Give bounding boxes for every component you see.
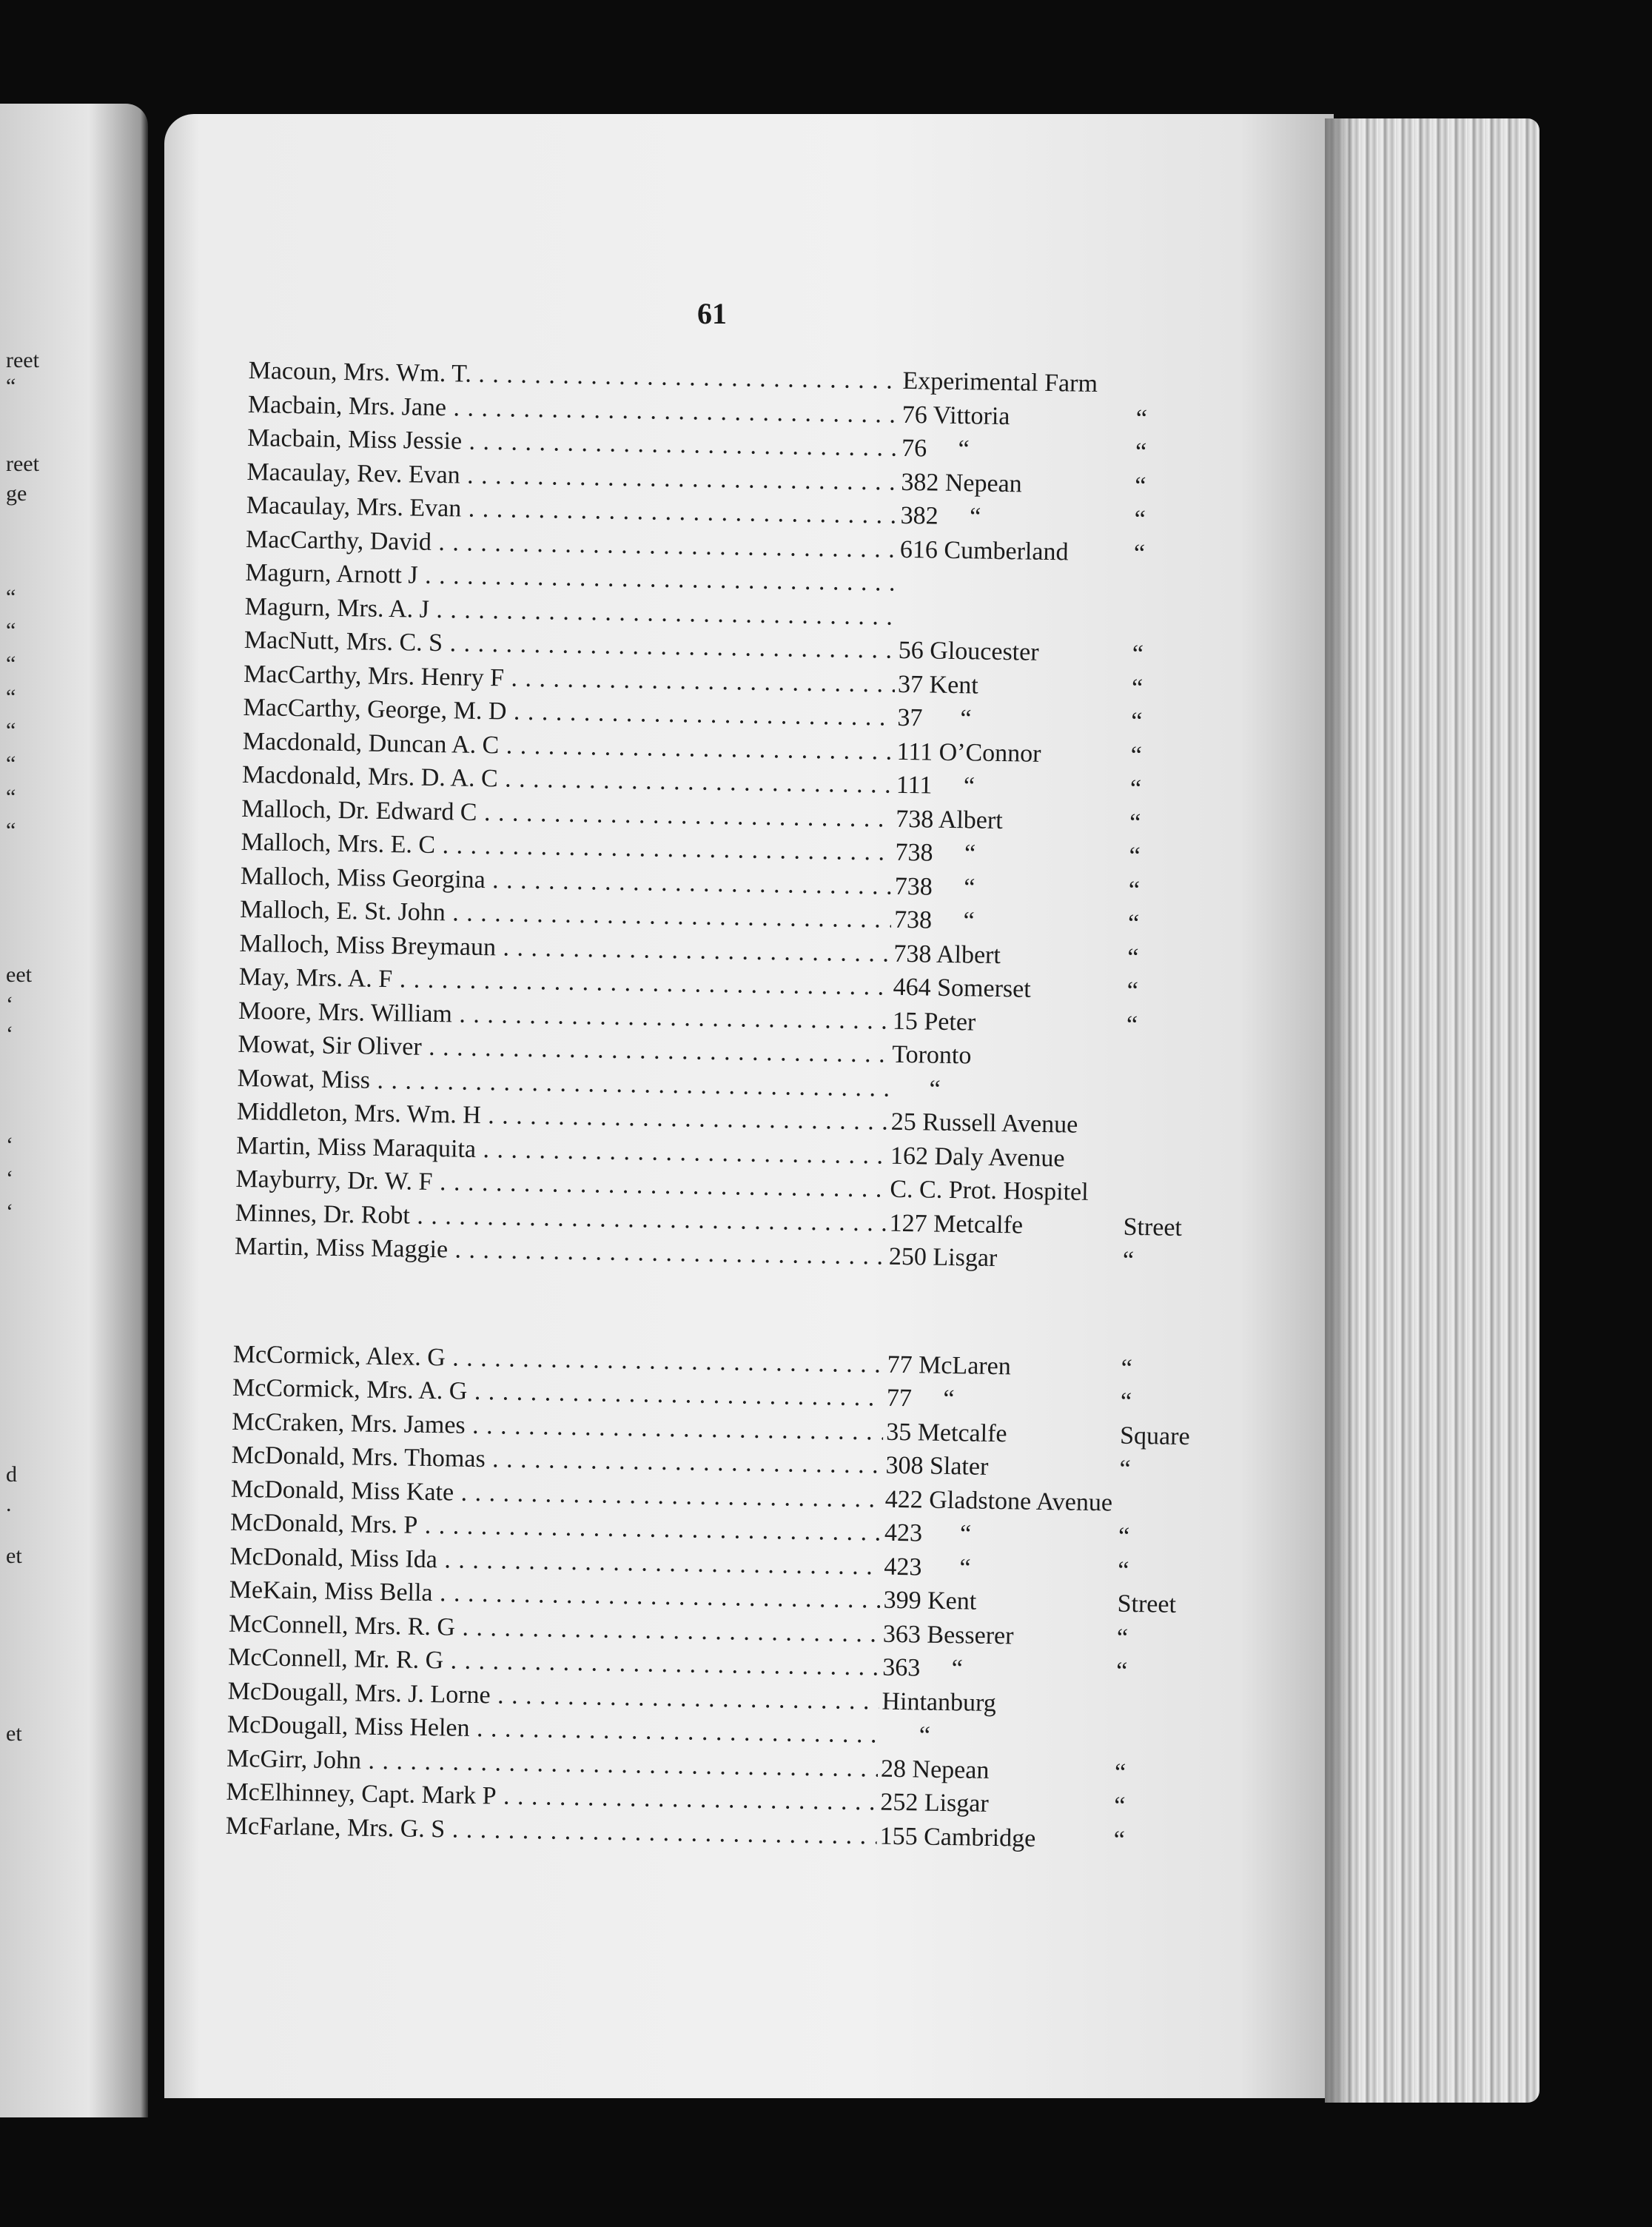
entry-street-suffix: “ [1130, 741, 1143, 769]
left-page-fragment [0, 104, 148, 2117]
entry-address: 111 O’Connor [896, 737, 1041, 768]
entry-name: McDonald, Mrs. P . . . [230, 1506, 882, 1550]
entry-address: 382 Nepean [901, 468, 1022, 498]
entry-name: McCormick, Alex. G . . . [232, 1337, 884, 1381]
entry-street-suffix: “ [1126, 1011, 1138, 1039]
entry-street-suffix: “ [1135, 472, 1146, 500]
left-page-fragment-text: ge [6, 481, 27, 506]
directory-entries [225, 354, 1190, 1857]
entry-address: 37 Kent [897, 670, 978, 700]
entry-address: 616 Cumberland [899, 535, 1069, 566]
left-page-fragment-text: “ [6, 374, 16, 398]
entry-address: 423 “ [884, 1518, 972, 1548]
entry-street-suffix: “ [1114, 1758, 1126, 1786]
left-page-fragment-text: . [6, 1492, 12, 1516]
entry-address: 422 Gladstone Avenue [884, 1485, 1113, 1517]
entry-street-suffix: “ [1119, 1455, 1131, 1483]
entry-name: Mowat, Miss . . . [237, 1061, 889, 1105]
entry-address: 155 Cambridge [879, 1822, 1036, 1852]
entry-address: 738 “ [895, 838, 976, 868]
entry-address: 25 Russell Avenue [890, 1108, 1078, 1139]
entry-street-suffix: “ [1113, 1826, 1126, 1854]
entry-street-suffix: “ [1135, 404, 1148, 432]
left-page-fragment-text: “ [6, 585, 16, 609]
entry-street-suffix: “ [1132, 640, 1144, 669]
directory-section-2 [225, 1337, 1190, 1857]
entry-name: McConnell, Mr. R. G . . . [228, 1641, 880, 1684]
left-page-fragment-text: “ [6, 751, 16, 776]
entry-street-suffix: “ [1114, 1792, 1126, 1820]
entry-address: Experimental Farm [902, 366, 1098, 398]
entry-name: Macbain, Miss Jessie . . . [247, 421, 899, 465]
entry-address: 399 Kent [883, 1586, 977, 1615]
left-page-fragment-text: ‘ [6, 1022, 13, 1046]
entry-name: Macdonald, Mrs. D. A. C . . . [242, 758, 894, 802]
entry-street-suffix: “ [1126, 977, 1139, 1005]
entry-address: C. C. Prot. Hospitel [890, 1175, 1089, 1206]
left-page-fragment-text: ‘ [6, 1199, 13, 1224]
page-edges-shadow [1325, 118, 1354, 2103]
entry-address: 738 Albert [895, 805, 1004, 834]
entry-address: 77 McLaren [887, 1350, 1012, 1380]
entry-street-suffix: “ [1131, 674, 1144, 702]
entry-street-suffix: “ [1131, 707, 1143, 736]
entry-name: Malloch, Dr. Edward C . . . [241, 791, 893, 835]
entry-address: 35 Metcalfe [885, 1418, 1007, 1447]
entry-address: 252 Lisgar [880, 1788, 990, 1818]
entry-name: MacCarthy, Mrs. Henry F . . . [244, 657, 896, 700]
entry-address: 111 “ [896, 771, 976, 800]
entry-street-suffix: “ [1129, 774, 1142, 803]
entry-street-suffix: “ [1122, 1246, 1135, 1274]
entry-street-suffix: “ [1135, 438, 1147, 466]
entry-name: McCraken, Mrs. James . . . [232, 1404, 884, 1448]
entry-name: Moore, Mrs. William . . . [238, 994, 890, 1037]
entry-address: 56 Gloucester [898, 636, 1039, 666]
left-page-fragment-text: et [6, 1544, 22, 1568]
left-page-fragment-text: ‘ [6, 992, 13, 1017]
entry-name: Malloch, Miss Breymaun . . . [239, 926, 891, 970]
entry-street-suffix: “ [1133, 539, 1146, 567]
entry-street-suffix: “ [1134, 505, 1146, 534]
left-page-fragment-text: reet [6, 348, 39, 372]
entry-name: Malloch, Mrs. E. C . . . [241, 826, 893, 869]
entry-address: 162 Daly Avenue [890, 1142, 1065, 1172]
left-page-fragment-text: “ [6, 785, 16, 809]
entry-name: McElhinney, Capt. Mark P . . . [226, 1775, 878, 1819]
entry-address: “ [891, 1074, 941, 1103]
entry-name: Macaulay, Rev. Evan . . . [246, 455, 899, 498]
entry-street-suffix: “ [1115, 1657, 1128, 1685]
entry-name: Martin, Miss Maraquita . . . [236, 1128, 888, 1172]
entry-name: Malloch, Miss Georgina . . . [241, 859, 893, 902]
left-page-fragment-text: “ [6, 652, 16, 676]
entry-name: Malloch, E. St. John . . . [240, 893, 892, 937]
entry-name: McDougall, Mrs. J. Lorne . . . [227, 1674, 879, 1718]
entry-address: 127 Metcalfe [889, 1209, 1024, 1239]
entry-address: Hintanburg [882, 1687, 997, 1717]
entry-name: Magurn, Mrs. A. J . . . [244, 589, 896, 633]
entry-street-suffix: Square [1119, 1421, 1190, 1450]
entry-name: Macoun, Mrs. Wm. T. . . . [248, 354, 900, 398]
entry-address: Toronto [891, 1040, 972, 1070]
entry-name: McDonald, Mrs. Thomas . . . [231, 1439, 883, 1482]
entry-address: 363 Besserer [882, 1620, 1014, 1650]
directory-section-1 [234, 354, 1183, 1278]
left-page-fragment-text: ‘ [6, 1133, 13, 1157]
entry-street-suffix: “ [1129, 842, 1141, 871]
entry-name: McDonald, Miss Kate . . . [231, 1472, 883, 1516]
left-page-fragment-text: reet [6, 452, 39, 476]
entry-address: 363 “ [882, 1653, 964, 1683]
left-page-fragment-text: d [6, 1462, 17, 1487]
entry-name: Macaulay, Mrs. Evan . . . [246, 489, 898, 532]
entry-name: Magurn, Arnott J . . . [245, 556, 897, 600]
entry-street-suffix: “ [1129, 808, 1141, 837]
entry-name: MacCarthy, David . . . [246, 522, 898, 566]
entry-address: 28 Nepean [880, 1755, 990, 1784]
entry-name: May, Mrs. A. F . . . [238, 960, 890, 1004]
entry-address: 250 Lisgar [888, 1242, 998, 1273]
entry-name: Minnes, Dr. Robt . . . [235, 1196, 887, 1239]
entry-name: Mayburry, Dr. W. F . . . [235, 1162, 887, 1206]
entry-name: McDonald, Miss Ida . . . [229, 1539, 882, 1583]
section-gap [233, 1263, 1152, 1351]
left-page-fragment-text: ‘ [6, 1166, 13, 1190]
entry-street-suffix: “ [1121, 1354, 1133, 1382]
left-page-fragment-text: “ [6, 618, 16, 643]
entry-address: 37 “ [897, 703, 972, 733]
entry-address: 15 Peter [892, 1007, 976, 1037]
entry-name: MacNutt, Mrs. C. S . . . [244, 623, 896, 667]
entry-address: 738 “ [894, 872, 976, 902]
entry-address: 423 “ [884, 1553, 971, 1582]
entry-address: 738 Albert [893, 940, 1001, 969]
entry-street-suffix: “ [1118, 1522, 1130, 1550]
entry-street-suffix: Street [1123, 1213, 1183, 1242]
entry-name: McDougall, Miss Helen . . . [227, 1708, 879, 1752]
entry-address: 76 “ [901, 434, 970, 463]
entry-name: MeKain, Miss Bella . . . [229, 1573, 881, 1617]
entry-name: McGirr, John . . . [226, 1741, 879, 1785]
entry-name: McCormick, Mrs. A. G . . . [232, 1371, 884, 1415]
entry-street-suffix: “ [1127, 943, 1139, 971]
entry-street-suffix: “ [1128, 876, 1141, 904]
entry-street-suffix: “ [1118, 1556, 1129, 1584]
page-edges [1325, 118, 1539, 2103]
left-page-fragment-text: “ [6, 718, 16, 743]
entry-address: 382 “ [900, 501, 981, 531]
entry-name: McFarlane, Mrs. G. S . . . [225, 1809, 877, 1852]
left-page-fragment-text: eet [6, 962, 32, 987]
entry-address: 738 “ [893, 905, 975, 935]
entry-address: 77 “ [886, 1384, 955, 1413]
entry-street-suffix: “ [1120, 1387, 1132, 1416]
entry-street-suffix: “ [1116, 1624, 1129, 1652]
entry-street-suffix: “ [1127, 909, 1140, 937]
entry-name: Macbain, Mrs. Jane . . . [248, 387, 900, 431]
entry-address: 308 Slater [885, 1451, 989, 1481]
entry-address: 76 Vittoria [901, 401, 1010, 430]
entry-name: MacCarthy, George, M. D . . . [243, 691, 895, 734]
entry-address: “ [881, 1721, 931, 1749]
entry-street-suffix: Street [1117, 1590, 1177, 1618]
entry-name: Mowat, Sir Oliver . . . [238, 1028, 890, 1071]
entry-name: Middleton, Mrs. Wm. H . . . [237, 1095, 889, 1139]
left-page-fragment-text: “ [6, 685, 16, 709]
entry-name: Macdonald, Duncan A. C . . . [242, 724, 894, 768]
left-page-fragment-text: et [6, 1721, 22, 1746]
entry-address: 464 Somerset [893, 973, 1031, 1003]
page-number: 61 [697, 297, 727, 330]
left-page-fragment-text: “ [6, 818, 16, 843]
entry-name: McConnell, Mrs. R. G . . . [229, 1607, 881, 1650]
entry-name: Martin, Miss Maggie . . . [235, 1230, 887, 1273]
